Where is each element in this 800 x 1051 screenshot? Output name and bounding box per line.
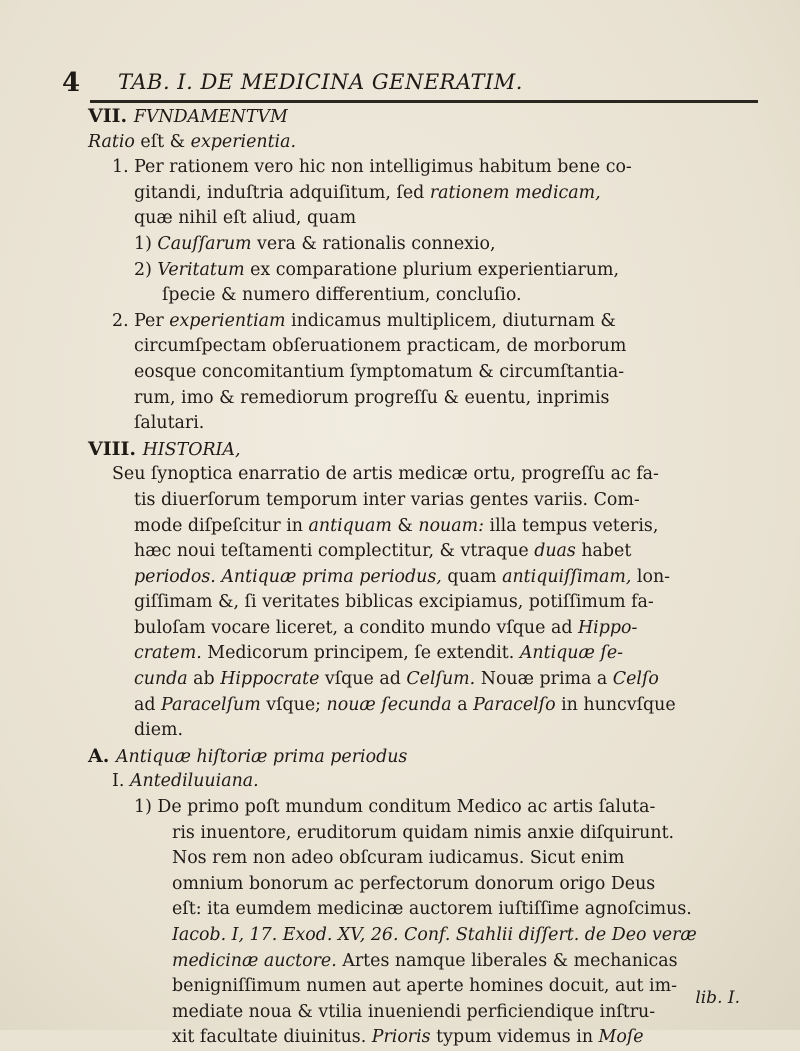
text-line [88, 181, 768, 207]
text-segment: Paracelſo [473, 694, 556, 715]
text-line [88, 974, 768, 1000]
text-line [88, 1000, 768, 1026]
text-segment: Medicorum principem, ſe extendit. [201, 643, 520, 664]
text-line [88, 258, 768, 284]
text-segment: HISTORIA, [142, 439, 241, 460]
text-segment: benigniſſimum numen aut aperte homines docuit, aut im- [172, 976, 677, 997]
text-segment: Antiquæ ſe- [519, 643, 623, 664]
text-line [88, 616, 768, 642]
text-line [88, 539, 768, 565]
text-segment: FVNDAMENTVM [133, 107, 288, 127]
text-segment: Prioris [371, 1027, 431, 1048]
text-segment: eſt & [134, 131, 191, 152]
text-segment: I. [112, 771, 130, 792]
text-line [88, 641, 768, 667]
text-segment: 1) [134, 233, 158, 254]
text-segment: Antiquæ hiſtoriæ prima periodus [115, 746, 408, 767]
text-segment: quam [441, 566, 503, 587]
text-segment: Cauſſarum [157, 233, 252, 254]
text-segment: vera & rationalis connexio, [251, 233, 496, 254]
text-line [88, 206, 768, 232]
text-line [88, 769, 768, 795]
text-segment: Moſe [598, 1027, 644, 1048]
text-line [88, 718, 768, 744]
text-segment: quæ nihil eſt aliud, quam [134, 208, 357, 229]
text-segment: experientiam [169, 310, 286, 331]
text-line [88, 155, 768, 181]
text-segment: Hippocrate [220, 669, 320, 690]
text-line [88, 283, 768, 309]
text-segment: antiquam [308, 515, 392, 536]
text-segment: ris inuentore, eruditorum quidam nimis anxie diſquirunt. [172, 822, 675, 843]
text-segment: Ratio [88, 131, 135, 152]
text-line [88, 488, 768, 514]
text-segment: in huncvſque [555, 694, 676, 715]
text-segment: indicamus multiplicem, diuturnam & [285, 310, 616, 331]
running-title: TAB. I. DE MEDICINA GENERATIM. [118, 70, 523, 94]
text-segment: typum videmus in [430, 1027, 599, 1048]
text-line [88, 411, 768, 437]
text-line [88, 1025, 768, 1051]
text-segment: antiquiſſimam, [502, 566, 632, 587]
text-segment: buloſam vocare liceret, a condito mundo vſque ad [134, 617, 578, 638]
body-text [88, 104, 768, 1051]
text-line [88, 104, 768, 130]
text-line [88, 232, 768, 258]
text-segment: medicinæ auctore. [172, 950, 337, 971]
text-segment: 1) De primo poſt mundum conditum Medico ac artis ſaluta- [134, 797, 656, 818]
text-line [88, 821, 768, 847]
text-segment: ad [134, 694, 162, 715]
text-line [88, 386, 768, 412]
text-line [88, 872, 768, 898]
text-segment: ſalutari. [134, 413, 205, 434]
text-segment: experientia. [190, 131, 297, 152]
text-segment: periodos. Antiquæ prima periodus, [134, 566, 442, 587]
text-segment: circumſpectam obſeruationem practicam, de morborum [134, 336, 627, 357]
text-segment: giſſimam &, ſi veritates biblicas excipiamus, potiſſimum fa- [134, 592, 654, 613]
text-line [88, 846, 768, 872]
text-segment: ab [187, 669, 221, 690]
text-line [88, 334, 768, 360]
text-line [88, 514, 768, 540]
text-line [88, 795, 768, 821]
text-segment: nouam: [418, 515, 484, 536]
text-segment: ſpecie & numero differentium, concluſio. [162, 285, 522, 306]
text-segment: A. [88, 744, 116, 767]
text-line [88, 923, 768, 949]
text-segment: tis diuerſorum temporum inter varias gentes variis. Com- [134, 489, 640, 510]
catchword: lib. I. [695, 988, 740, 1008]
text-segment: nouæ ſecunda [326, 694, 452, 715]
text-segment: 2) [134, 259, 158, 280]
text-line [88, 437, 768, 463]
header-rule [90, 100, 758, 103]
text-segment: Antediluuiana. [129, 771, 259, 792]
text-line [88, 309, 768, 335]
text-segment: rationem medicam, [429, 182, 601, 203]
text-segment: 1. Per rationem vero hic non intelligimus habitum bene co- [112, 157, 632, 178]
text-segment: hæc noui teſtamenti complectitur, & vtraque [134, 541, 535, 562]
text-segment: a [451, 694, 474, 715]
text-line [88, 590, 768, 616]
text-segment: eſt: ita eumdem medicinæ auctorem iuſtiſſime agnoſcimus. [172, 899, 692, 920]
text-line [88, 667, 768, 693]
text-segment: Veritatum [157, 259, 245, 280]
text-segment: diem. [134, 720, 184, 741]
page-header [60, 68, 760, 98]
text-segment: VIII. [88, 437, 143, 460]
text-line [88, 949, 768, 975]
text-segment: gitandi, induſtria adquiſitum, ſed [134, 182, 430, 203]
text-segment: VII. [88, 105, 134, 127]
text-line [88, 897, 768, 923]
text-segment: Hippo- [577, 617, 638, 638]
text-segment: Artes namque liberales & mechanicas [336, 950, 678, 971]
text-line [88, 565, 768, 591]
text-segment: Nos rem non adeo obſcuram iudicamus. Sicut enim [172, 848, 625, 869]
text-line [88, 744, 768, 770]
text-segment: lon- [631, 566, 671, 587]
text-segment: mediate noua & vtilia inueniendi perficiendique inſtru- [172, 1001, 656, 1022]
text-segment: Celſum. [406, 669, 476, 690]
text-line [88, 360, 768, 386]
text-segment: duas [534, 541, 576, 562]
text-segment: Iacob. I, 17. Exod. XV, 26. Conf. Stahlii diſſert. de Deo veræ [172, 925, 697, 945]
text-segment: illa tempus veteris, [483, 515, 659, 536]
text-line [88, 130, 768, 156]
text-line [88, 462, 768, 488]
text-segment: vſque; [260, 694, 327, 715]
text-segment: Seu ſynoptica enarratio de artis medicæ ortu, progreſſu ac fa- [112, 464, 659, 485]
text-segment: xit facultate diuinitus. [172, 1027, 372, 1048]
text-segment: 2. Per [112, 310, 170, 331]
text-segment: Nouæ prima a [475, 669, 613, 690]
text-segment: eosque concomitantium ſymptomatum & circumſtantia- [134, 361, 625, 382]
text-segment: rum, imo & remediorum progreſſu & euentu, inprimis [134, 387, 610, 408]
text-segment: habet [575, 541, 632, 562]
text-segment: & [391, 515, 419, 536]
text-line [88, 693, 768, 719]
text-segment: vſque ad [319, 669, 407, 690]
text-segment: ex comparatione plurium experientiarum, [244, 259, 619, 280]
text-segment: omnium bonorum ac perfectorum donorum origo Deus [172, 873, 656, 894]
text-segment: cratem. [134, 643, 202, 664]
text-segment: cunda [134, 669, 188, 690]
text-segment: mode diſpeſcitur in [134, 515, 309, 536]
page-number: 4 [62, 68, 81, 98]
text-segment: Paracelſum [161, 694, 261, 715]
text-segment: Celſo [612, 669, 659, 690]
